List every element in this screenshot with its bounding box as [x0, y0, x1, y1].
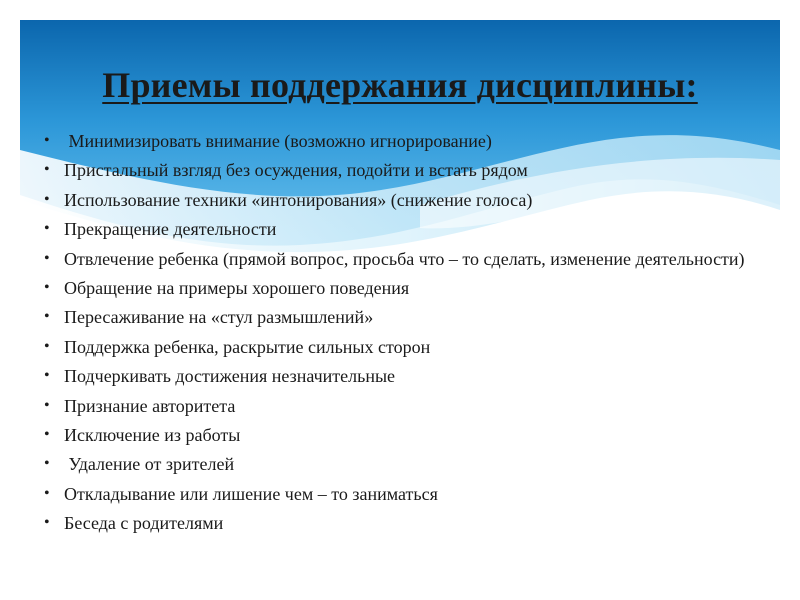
bullet-item [44, 157, 774, 183]
bullet-item [44, 481, 774, 507]
bullet-text: Минимизировать внимание (возможно игнорирование) [64, 131, 492, 151]
bullet-text: Подчеркивать достижения незначительные [64, 366, 396, 387]
bullet-dot-icon: • [44, 190, 50, 208]
bullet-dot-icon: • [44, 337, 50, 355]
bullet-dot-icon: • [44, 278, 50, 296]
bullet-dot-icon: • [44, 220, 50, 238]
bullet-text: Поддержка ребенка, раскрытие сильных сторон [64, 336, 431, 357]
bullet-dot-icon: • [44, 514, 50, 532]
bullet-dot-icon: • [44, 308, 50, 326]
bullet-dot-icon: • [44, 132, 50, 149]
bullet-text: Признание авторитета [64, 395, 236, 416]
bullet-item [44, 187, 774, 213]
bullet-text: Прекращение деятельности [64, 219, 277, 240]
bullet-dot-icon: • [44, 455, 50, 473]
bullet-item [44, 334, 774, 360]
bullet-text: Пристальный взгляд без осуждения, подойти и встать рядом [64, 160, 528, 181]
bullet-item [44, 128, 774, 154]
bullet-dot-icon: • [44, 161, 50, 179]
bullet-text: Отвлечение ребенка (прямой вопрос, просьба что – то сделать, изменение деятельности) [64, 248, 745, 269]
bullet-item [44, 304, 774, 330]
bullet-item [44, 275, 774, 301]
bullet-text: Пересаживание на «стул размышлений» [64, 307, 374, 328]
bullet-item [44, 422, 774, 448]
slide-title: Приемы поддержания дисциплины: [102, 65, 698, 105]
bullet-dot-icon: • [44, 367, 50, 385]
bullet-text: Исключение из работы [64, 424, 241, 445]
bullet-dot-icon: • [44, 249, 50, 267]
bullet-item [44, 451, 774, 477]
bullet-text: Использование техники «интонирования» (снижение голоса) [64, 189, 533, 210]
bullet-text: Удаление от зрителей [64, 454, 235, 475]
bullet-dot-icon: • [44, 425, 50, 443]
bullet-dot-icon: • [44, 396, 50, 414]
bullet-text: Обращение на примеры хорошего поведения [64, 277, 410, 298]
bullet-item [44, 246, 774, 272]
bullet-text: Откладывание или лишение чем – то заниматься [64, 483, 438, 504]
bullet-text: Беседа с родителями [64, 513, 224, 534]
bullet-item [44, 363, 774, 389]
bullet-item [44, 393, 774, 419]
bullet-item [44, 216, 774, 242]
bullet-dot-icon: • [44, 484, 50, 502]
bullet-list [44, 128, 774, 539]
bullet-item [44, 510, 774, 536]
